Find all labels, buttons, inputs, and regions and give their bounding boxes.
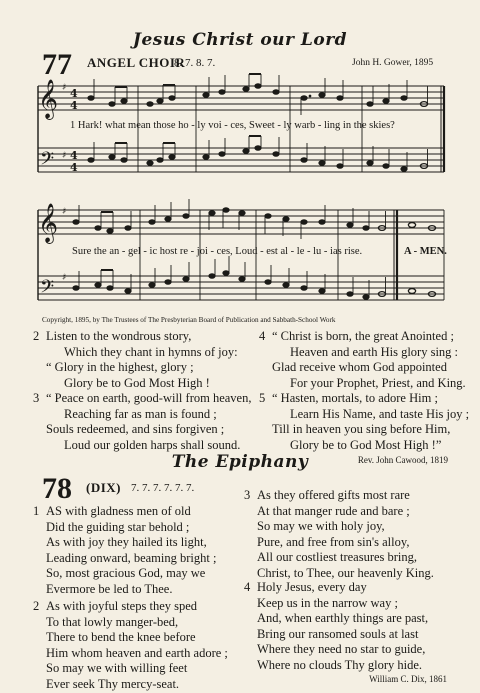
tune-name-angel-choir: ANGEL CHOIR xyxy=(87,55,186,70)
svg-text:♯: ♯ xyxy=(62,151,67,161)
meter-77: 8. 7. 8. 7. xyxy=(174,57,216,69)
hymn-number-78: 78 xyxy=(42,472,72,505)
svg-text:4: 4 xyxy=(70,87,78,100)
stanza-line: Till in heaven you sing before Him, xyxy=(272,422,451,437)
svg-text:4: 4 xyxy=(70,149,78,162)
stanza-line: Pure, and free from sin's alloy, xyxy=(257,534,410,549)
hymn-number-77: 77 xyxy=(42,48,72,81)
svg-text:𝄞: 𝄞 xyxy=(38,79,59,119)
stanza-77-2 xyxy=(33,329,238,391)
system-barlines xyxy=(38,86,444,300)
stanza-line: Where no clouds Thy glory hide. xyxy=(257,657,423,672)
stanza-77-4 xyxy=(259,329,466,391)
notes-system-1 xyxy=(88,74,428,115)
stanza-78-4 xyxy=(244,580,429,674)
stanza-line: Heaven and earth His glory sing : xyxy=(290,344,459,359)
section-title-epiphany: The Epiphany xyxy=(171,452,309,472)
svg-text:𝄢: 𝄢 xyxy=(40,149,55,174)
svg-text:♯: ♯ xyxy=(62,83,67,93)
stanza-78-3 xyxy=(244,488,434,582)
stanza-number: 5 xyxy=(259,391,266,405)
stanza-line: Glory be to God Most High !” xyxy=(290,437,442,452)
stanza-78-1 xyxy=(33,504,217,598)
stanza-number: 3 xyxy=(33,391,40,405)
stanza-78-2 xyxy=(33,599,228,693)
stanza-77-3 xyxy=(33,391,252,453)
stanza-number: 2 xyxy=(33,599,40,613)
stanza-line: All our costliest treasures bring, xyxy=(257,550,418,565)
composer-77: John H. Gower, 1895 xyxy=(352,58,434,68)
lyric-line-1: 1 Hark! what mean those ho - ly voi - ces, Sweet - ly warb - ling in the skies? xyxy=(70,120,395,131)
svg-text:𝄞: 𝄞 xyxy=(38,203,59,243)
stanza-line: Bring our ransomed souls at last xyxy=(257,626,419,641)
stanza-line: Holy Jesus, every day xyxy=(257,580,367,594)
stanza-line: “ Glory in the highest, glory ; xyxy=(46,360,194,375)
tune-name-dix: (DIX) xyxy=(86,480,121,495)
stanza-number: 3 xyxy=(244,488,251,502)
stanza-line: At that manger rude and bare ; xyxy=(257,503,410,518)
stanza-line: There to bend the knee before xyxy=(46,630,196,645)
stanza-line: Listen to the wondrous story, xyxy=(46,329,192,343)
stanza-77-5 xyxy=(259,391,470,453)
stanza-line: Christ, to Thee, our heavenly King. xyxy=(257,565,434,580)
stanza-line: Ever seek Thy mercy-seat. xyxy=(46,676,180,691)
stanza-line: Reaching far as man is found ; xyxy=(64,406,217,421)
stanza-line: Leading onward, beaming bright ; xyxy=(46,550,217,565)
stanza-line: Learn His Name, and taste His joy ; xyxy=(290,406,470,421)
stanza-line: Loud our golden harps shall sound. xyxy=(64,437,241,452)
svg-text:♯: ♯ xyxy=(62,273,67,283)
stanza-number: 4 xyxy=(244,580,251,594)
stanza-line: Did the guiding star behold ; xyxy=(46,519,190,534)
stanza-line: As they offered gifts most rare xyxy=(257,488,410,502)
stanza-number: 4 xyxy=(259,329,266,343)
stanza-line: “ Peace on earth, good-will from heaven, xyxy=(46,391,252,405)
svg-text:4: 4 xyxy=(70,161,78,174)
svg-text:♯: ♯ xyxy=(62,207,67,217)
stanza-line: So may we with willing feet xyxy=(46,661,188,676)
staff-lines xyxy=(38,86,444,300)
author-credit-78: William C. Dix, 1861 xyxy=(369,674,447,684)
stanza-line: Keep us in the narrow way ; xyxy=(257,595,398,610)
stanza-line: As with joyful steps they sped xyxy=(46,599,198,613)
stanza-line: And, when earthly things are past, xyxy=(257,611,429,626)
notes-system-2 xyxy=(73,199,436,239)
notes-system-2-bass xyxy=(73,256,436,299)
stanza-line: To that lowly manger-bed, xyxy=(46,614,179,629)
svg-text:4: 4 xyxy=(70,99,78,112)
meter-78: 7. 7. 7. 7. 7. 7. xyxy=(131,482,195,494)
amen-label: A - MEN. xyxy=(404,246,447,257)
stanza-line: So, most gracious God, may we xyxy=(46,566,206,581)
section-title-jesus-christ: Jesus Christ our Lord xyxy=(132,30,348,50)
stanza-line: Souls redeemed, and sins forgiven ; xyxy=(46,422,225,437)
stanza-line: So may we with holy joy, xyxy=(257,519,385,534)
copyright-notice: Copyright, 1895, by The Trustees of The Presbyterian Board of Publication and Sabbath-School Work xyxy=(42,316,336,324)
stanza-line: As with joy they hailed its light, xyxy=(46,535,207,550)
key-signature-sharp-icon xyxy=(62,83,66,283)
stanza-line: For your Prophet, Priest, and King. xyxy=(290,375,466,390)
author-credit-77: Rev. John Cawood, 1819 xyxy=(357,455,448,465)
stanza-number: 1 xyxy=(33,504,40,518)
stanza-line: Glory be to God Most High ! xyxy=(64,375,210,390)
stanza-line: Glad receive whom God appointed xyxy=(272,360,447,375)
stanza-line: “ Christ is born, the great Anointed ; xyxy=(272,329,454,343)
music-score xyxy=(0,0,480,330)
stanza-line: Him whom heaven and earth adore ; xyxy=(46,645,228,660)
stanza-line: “ Hasten, mortals, to adore Him ; xyxy=(272,391,438,405)
stanza-line: AS with gladness men of old xyxy=(46,504,191,518)
svg-text:𝄢: 𝄢 xyxy=(40,277,55,302)
stanza-line: Evermore be led to Thee. xyxy=(46,581,173,596)
lyric-line-2: Sure the an - gel - ic host re - joi - ces, Loud - est al - le - lu - ias rise. xyxy=(72,246,363,257)
stanza-line: Which they chant in hymns of joy: xyxy=(64,344,238,359)
stanza-line: Where they need no star to guide, xyxy=(257,642,426,657)
stanza-number: 2 xyxy=(33,329,40,343)
